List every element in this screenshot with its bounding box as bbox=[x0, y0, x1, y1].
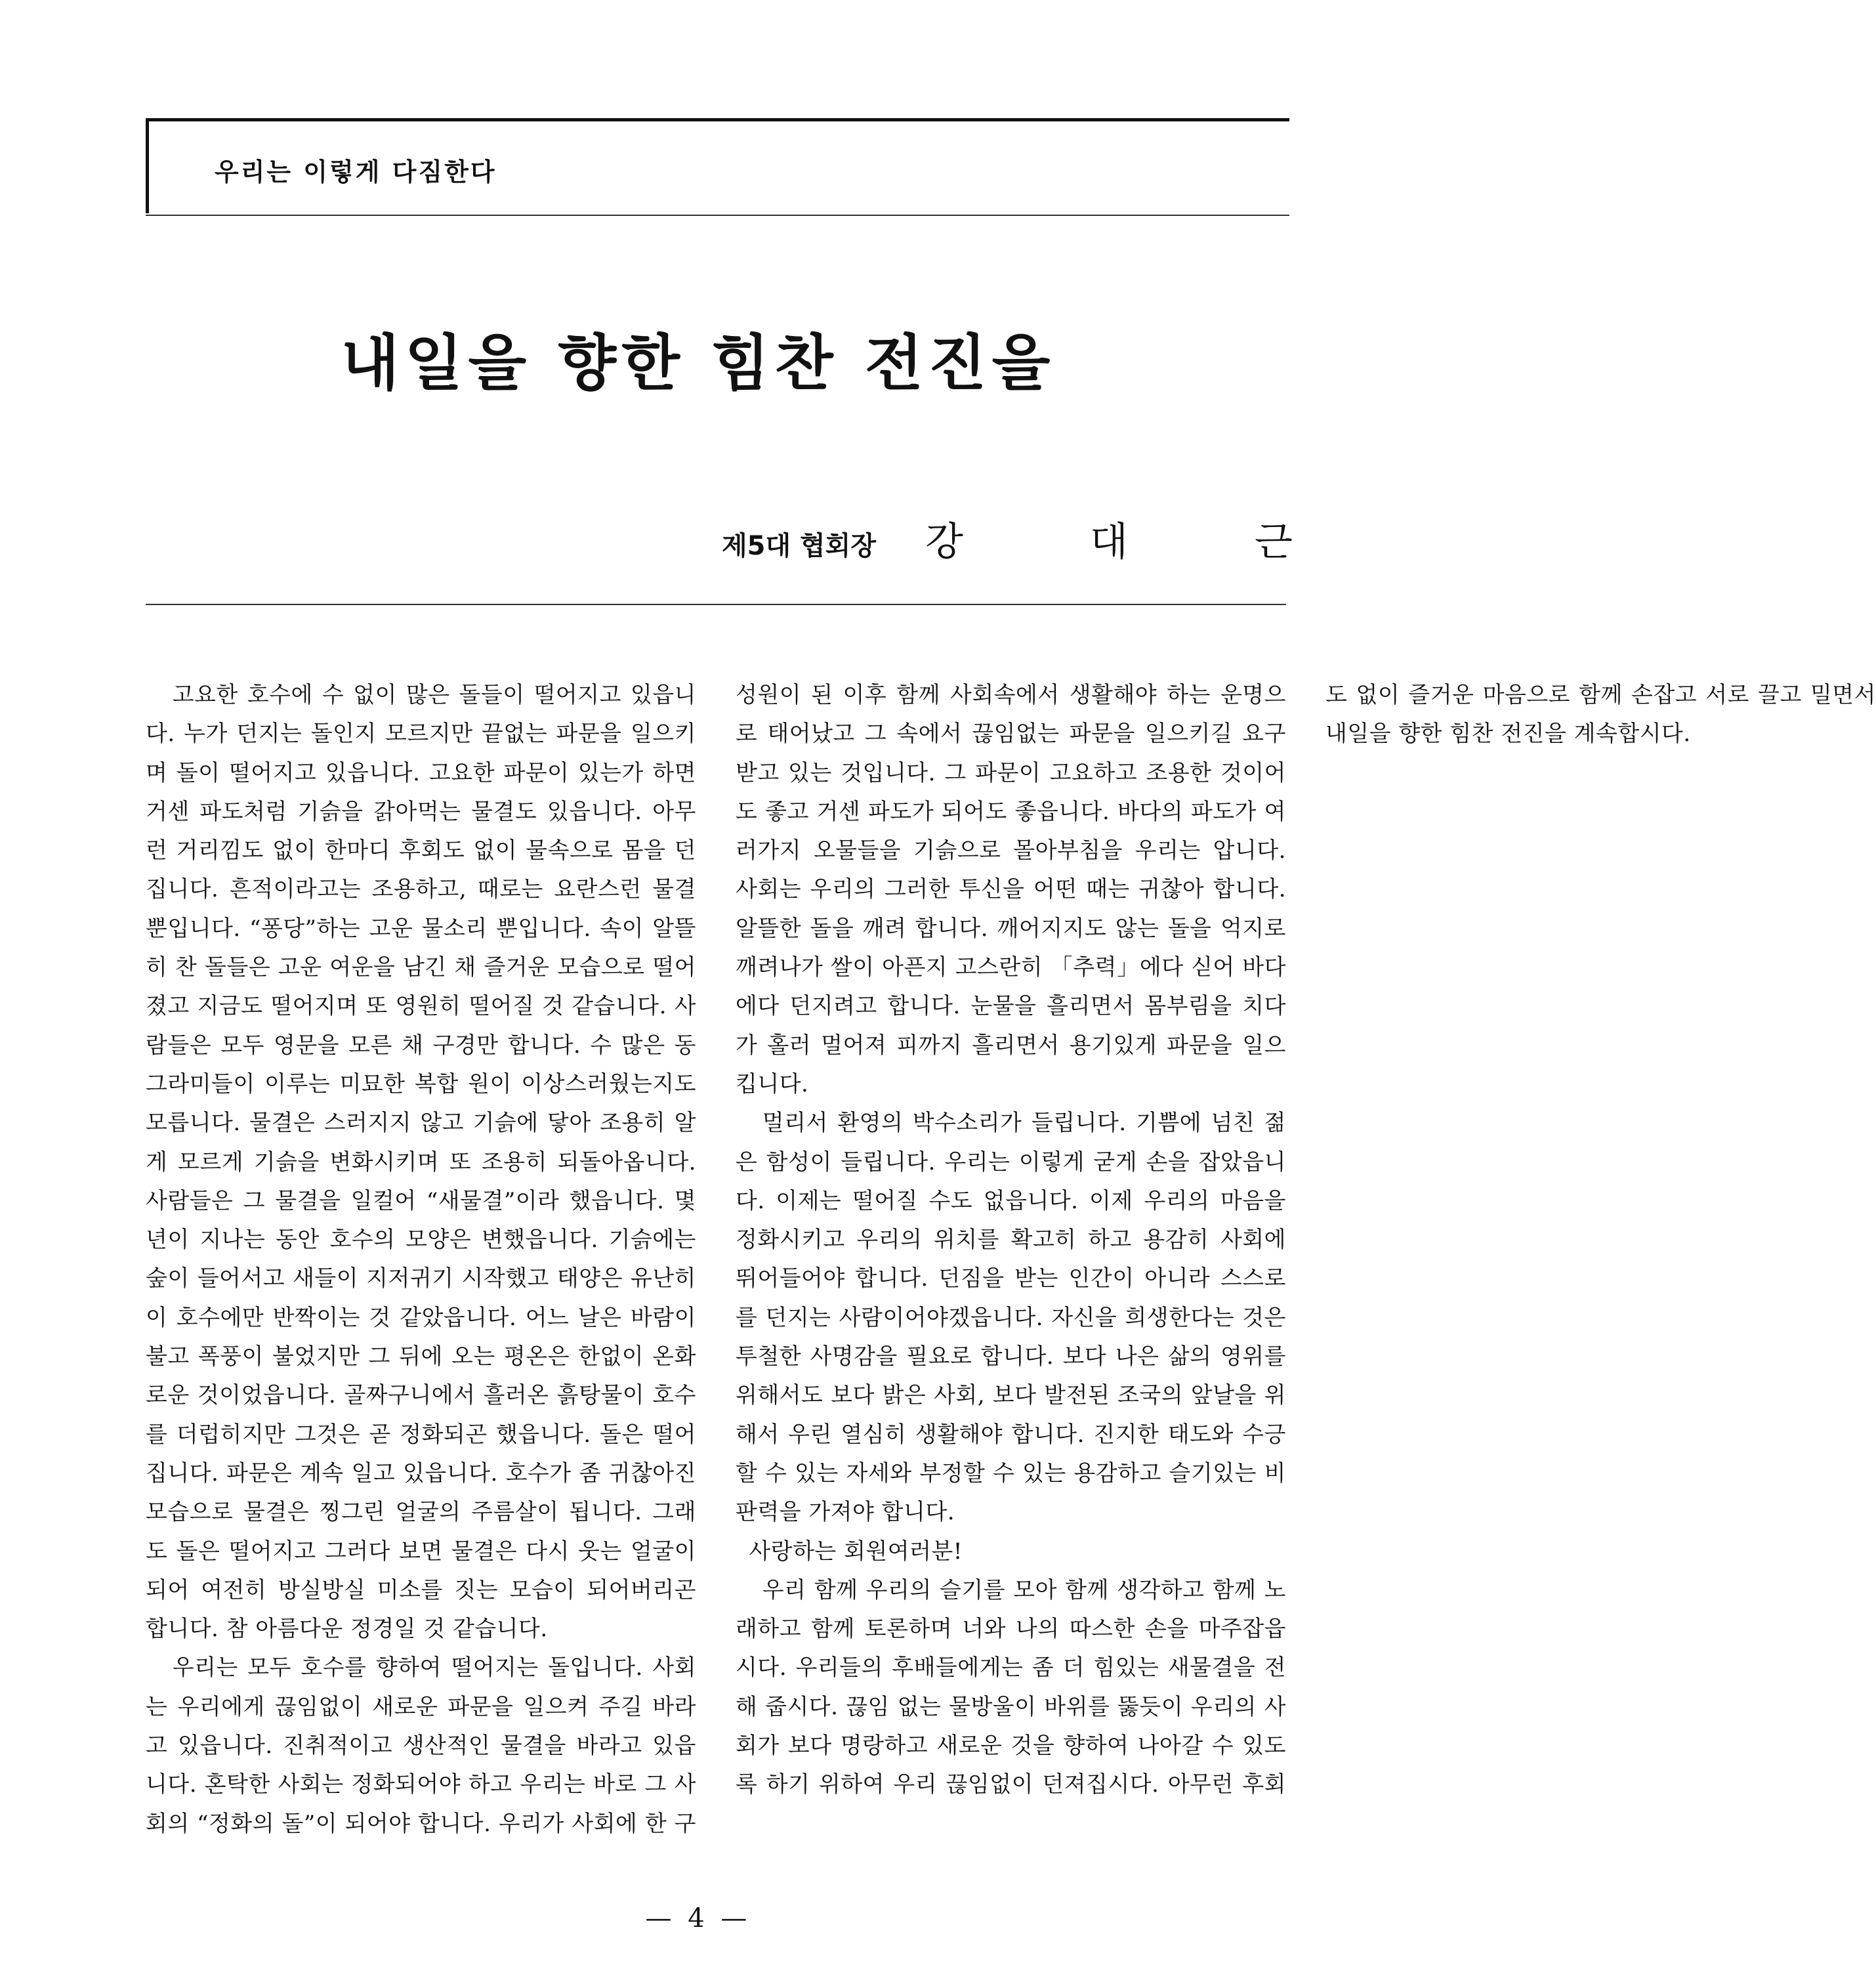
author-name-char: 근 bbox=[1255, 519, 1293, 565]
author-line bbox=[722, 511, 1293, 570]
author-name-char: 대 bbox=[1090, 519, 1128, 565]
series-title: 우리는 이렇게 다짐한다 bbox=[215, 158, 497, 186]
page-number: — 4 — bbox=[645, 1903, 751, 1933]
title-separator-line bbox=[146, 604, 1286, 605]
author-role: 제5대 협회장 bbox=[722, 531, 876, 561]
series-header-box bbox=[146, 118, 1289, 213]
body-paragraph: 멀리서 환영의 박수소리가 들립니다. 기쁨에 넘친 젊은 함성이 들립니다. 우리는 이렇게 굳게 손을 잡았읍니다. 이제는 떨어질 수도 없읍니다. 이제 우리의 마음을 정화시키고 우리의 위치를 확고히 하고 용감히 사회에 뛰어들어야 합니다. 던짐을 받는 인간이 아니라 스스로를 던지는 사람이어야겠읍니다. 자신을 희생한다는 것은 투철한 사명감을 필요로 합니다. 보다 나은 삶의 영위를 위해서도 보다 밝은 사회, 보다 발전된 조국의 앞날을 위해서 우린 열심히 생활해야 합니다. 진지한 태도와 수긍할 수 있는 자세와 부정할 수 있는 용감하고 슬기있는 비판력을 가져야 합니다. bbox=[736, 1110, 1286, 1526]
author-name-char: 강 bbox=[925, 519, 963, 565]
body-paragraph: 고요한 호수에 수 없이 많은 돌들이 떨어지고 있읍니다. 누가 던지는 돌인지 모르지만 끝없는 파문을 일으키며 돌이 떨어지고 있읍니다. 고요한 파문이 있는가 하면 거센 파도처럼 기슭을 갉아먹는 물결도 있읍니다. 아무런 거리낌도 없이 한마디 후회도 없이 물속으로 몸을 던집니다. 흔적이라고는 조용하고, 때로는 요란스런 물결 뿐입니다. “퐁당”하는 고운 물소리 뿐입니다. 속이 알뜰히 찬 돌들은 고운 여운을 남긴 채 즐거운 모습으로 떨어졌고 지금도 떨어지며 또 영원히 떨어질 것 같습니다. 사람들은 모두 영문을 모른 채 구경만 합니다. 수 많은 동그라미들이 이루는 미묘한 복합 원이 이상스러웠는지도 모릅니다. 물결은 스러지지 않고 기슭에 닿아 조용히 알게 모르게 기슭을 변화시키며 또 조용히 되돌아옵니다. 사람들은 그 물결을 일컬어 “새물결”이라 했읍니다. 몇년이 지나는 동안 호수의 모양은 변했읍니다. 기슭에는 숲이 들어서고 새들이 지저귀기 시작했고 태양은 유난히 이 호수에만 반짝이는 것 같았읍니다. 어느 날은 바람이 불고 폭풍이 불었지만 그 뒤에 오는 평온은 한없이 온화로운 것이었읍니다. 골짜구니에서 흘러온 흙탕물이 호수를 더럽히지만 그것은 곧 정화되곤 했읍니다. 돌은 떨어집니다. 파문은 계속 일고 있읍니다. 호수가 좀 귀찮아진 모습으로 물결은 찡그린 얼굴의 주름살이 됩니다. 그래도 돌은 떨어지고 그러다 보면 물결은 다시 웃는 얼굴이 되어 여전히 방실방실 미소를 짓는 모습이 되어버리곤 합니다. 참 아름다운 정경일 것 같습니다. bbox=[146, 682, 696, 1643]
article-title: 내일을 향한 힘찬 전진을 bbox=[341, 327, 1056, 398]
salutation: 사랑하는 회원여러분! bbox=[749, 1538, 963, 1565]
body-paragraph: 우리는 모두 호수를 향하여 떨어지는 돌입니다. 사회는 우리에게 끊임없이 새로운 파문을 일으켜 주길 바라고 있읍니다. 진취적이고 생산적인 물결을 바라고 있읍니다. 혼탁한 사회는 정화되어야 하고 우리는 바로 그 사회의 “정화의 돌”이 되어야 합니다. 우리가 사회에 한 구성원이 된 이후 함께 사회속에서 생활해야 하는 운명으로 태어났고 그 속에서 끊임없는 파문을 일으키길 요구받고 있는 것입니다. 그 파문이 고요하고 조용한 것이어도 좋고 거센 파도가 되어도 좋읍니다. 바다의 파도가 여러가지 오물들을 기슭으로 몰아부침을 우리는 압니다. 사회는 우리의 그러한 투신을 어떤 때는 귀찮아 합니다. 알뜰한 돌을 깨려 합니다. 깨어지지도 않는 돌을 억지로 깨려나가 쌀이 아픈지 고스란히 「추력」에다 싣어 바다에다 던지려고 합니다. 눈물을 흘리면서 몸부림을 치다가 홀러 멀어져 피까지 흘리면서 용기있게 파문을 일으킵니다. bbox=[146, 682, 1286, 1837]
closing-paragraph: 우리 함께 우리의 슬기를 모아 함께 생각하고 함께 노래하고 함께 토론하며 너와 나의 따스한 손을 마주잡읍시다. 우리들의 후배들에게는 좀 더 힘있는 새물결을 전해 줍시다. 끊임 없는 물방울이 바위를 뚫듯이 우리의 사회가 보다 명랑하고 새로운 것을 향하여 나아갈 수 있도록 하기 위하여 우리 끊임없이 던져집시다. 아무런 후회도 없이 즐거운 마음으로 함께 손잡고 서로 끌고 밀면서 내일을 향한 힘찬 전진을 계속합시다. bbox=[736, 682, 1876, 1798]
article-body bbox=[146, 676, 1876, 1857]
author-name bbox=[925, 511, 1293, 567]
